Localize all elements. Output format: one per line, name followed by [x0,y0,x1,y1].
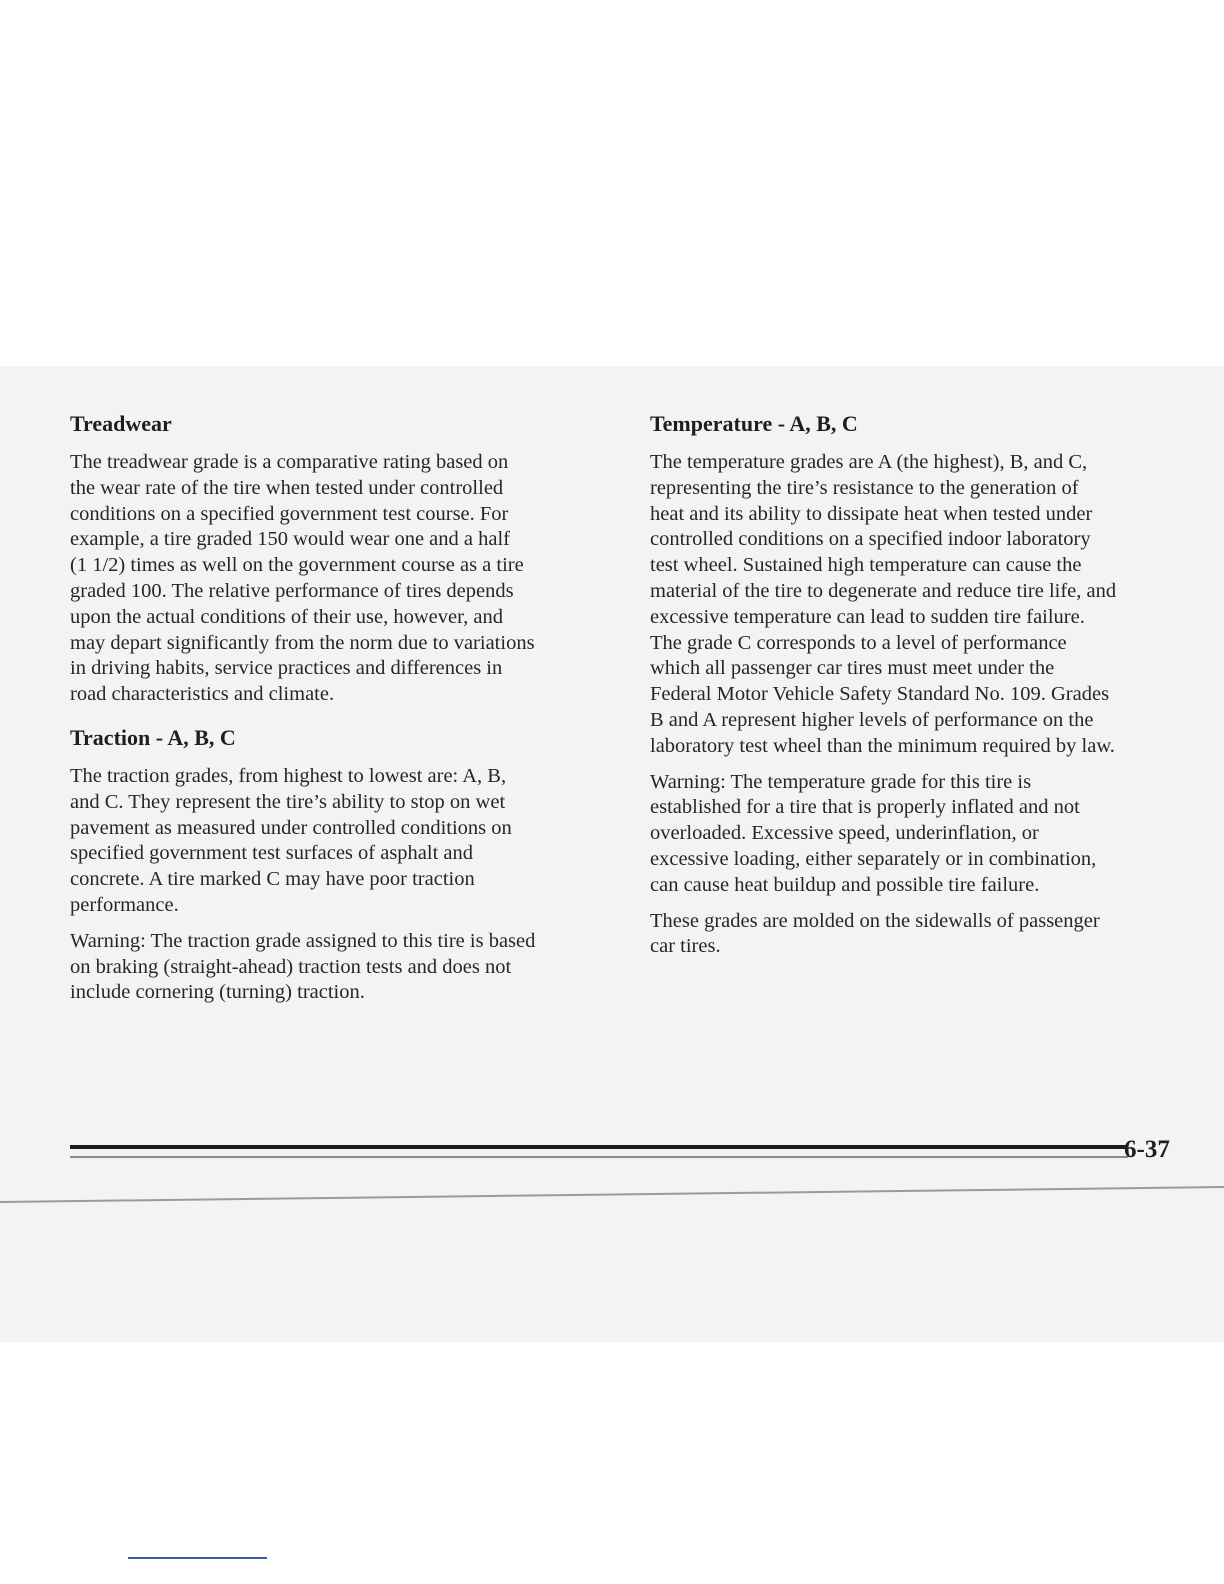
text-line: The treadwear grade is a comparative rating based on [70,451,509,473]
text-line: excessive temperature can lead to sudden tire failure. [650,605,1085,628]
text-line: and C. They represent the tire’s ability to stop on wet [70,790,506,813]
text-line: car tires. [650,935,721,958]
text-line: The temperature grades are A (the highest), B, and C, [650,451,1088,473]
text-line: the wear rate of the tire when tested under controlled [70,476,504,499]
text-line: (1 1/2) times as well on the government course as a tire [70,554,524,577]
left-column [70,410,630,1016]
text-line: performance. [70,893,179,916]
text-line: in driving habits, service practices and differences in [70,657,503,680]
traction-warning [70,929,630,1006]
text-line: which all passenger car tires must meet under the [650,657,1055,680]
text-line: can cause heat buildup and possible tire failure. [650,873,1040,896]
temperature-heading: Temperature - A, B, C [650,411,858,436]
text-line: pavement as measured under controlled conditions on [70,816,512,839]
text-line: on braking (straight-ahead) traction tests and does not [70,955,512,978]
text-line: controlled conditions on a specified indoor laboratory [650,528,1091,551]
text-line: The grade C corresponds to a level of performance [650,631,1067,654]
text-line: example, a tire graded 150 would wear one and a half [70,528,510,551]
text-line: Warning: The temperature grade for this tire is [650,770,1032,793]
text-line: graded 100. The relative performance of tires depends [70,579,514,602]
text-line: specified government test surfaces of asphalt and [70,842,474,865]
bottom-divider [128,1557,267,1559]
footer-rule-thick [70,1145,1128,1149]
text-line: include cornering (turning) traction. [70,981,365,1004]
temperature-paragraph [650,450,1195,760]
text-line: heat and its ability to dissipate heat when tested under [650,502,1093,525]
text-line: excessive loading, either separately or in combination, [650,847,1097,870]
text-line: concrete. A tire marked C may have poor traction [70,868,475,891]
text-line: These grades are molded on the sidewalls of passenger [650,909,1100,932]
text-line: conditions on a specified government test course. For [70,502,509,525]
text-line: overloaded. Excessive speed, underinflation, or [650,822,1039,845]
temperature-warning [650,770,1195,899]
text-line: representing the tire’s resistance to the generation of [650,476,1079,499]
text-line: material of the tire to degenerate and reduce tire life, and [650,579,1117,602]
traction-paragraph [70,764,630,919]
treadwear-paragraph [70,450,630,708]
text-line: test wheel. Sustained high temperature can cause the [650,554,1082,577]
text-line: Federal Motor Vehicle Safety Standard No. 109. Grades [650,683,1110,706]
treadwear-heading: Treadwear [70,411,172,436]
footer-rule-thin [70,1156,1128,1158]
right-column [650,410,1195,970]
temperature-note [650,909,1195,961]
text-line: established for a tire that is properly inflated and not [650,796,1080,819]
text-line: B and A represent higher levels of performance on the [650,708,1094,731]
text-line: may depart significantly from the norm due to variations [70,631,535,654]
text-line: laboratory test wheel than the minimum required by law. [650,734,1115,757]
text-line: road characteristics and climate. [70,683,335,706]
text-line: upon the actual conditions of their use, however, and [70,605,503,628]
text-line: Warning: The traction grade assigned to this tire is based [70,929,536,952]
page-number: 6-37 [1124,1136,1170,1163]
traction-heading: Traction - A, B, C [70,724,236,750]
text-line: The traction grades, from highest to lowest are: A, B, [70,764,507,787]
